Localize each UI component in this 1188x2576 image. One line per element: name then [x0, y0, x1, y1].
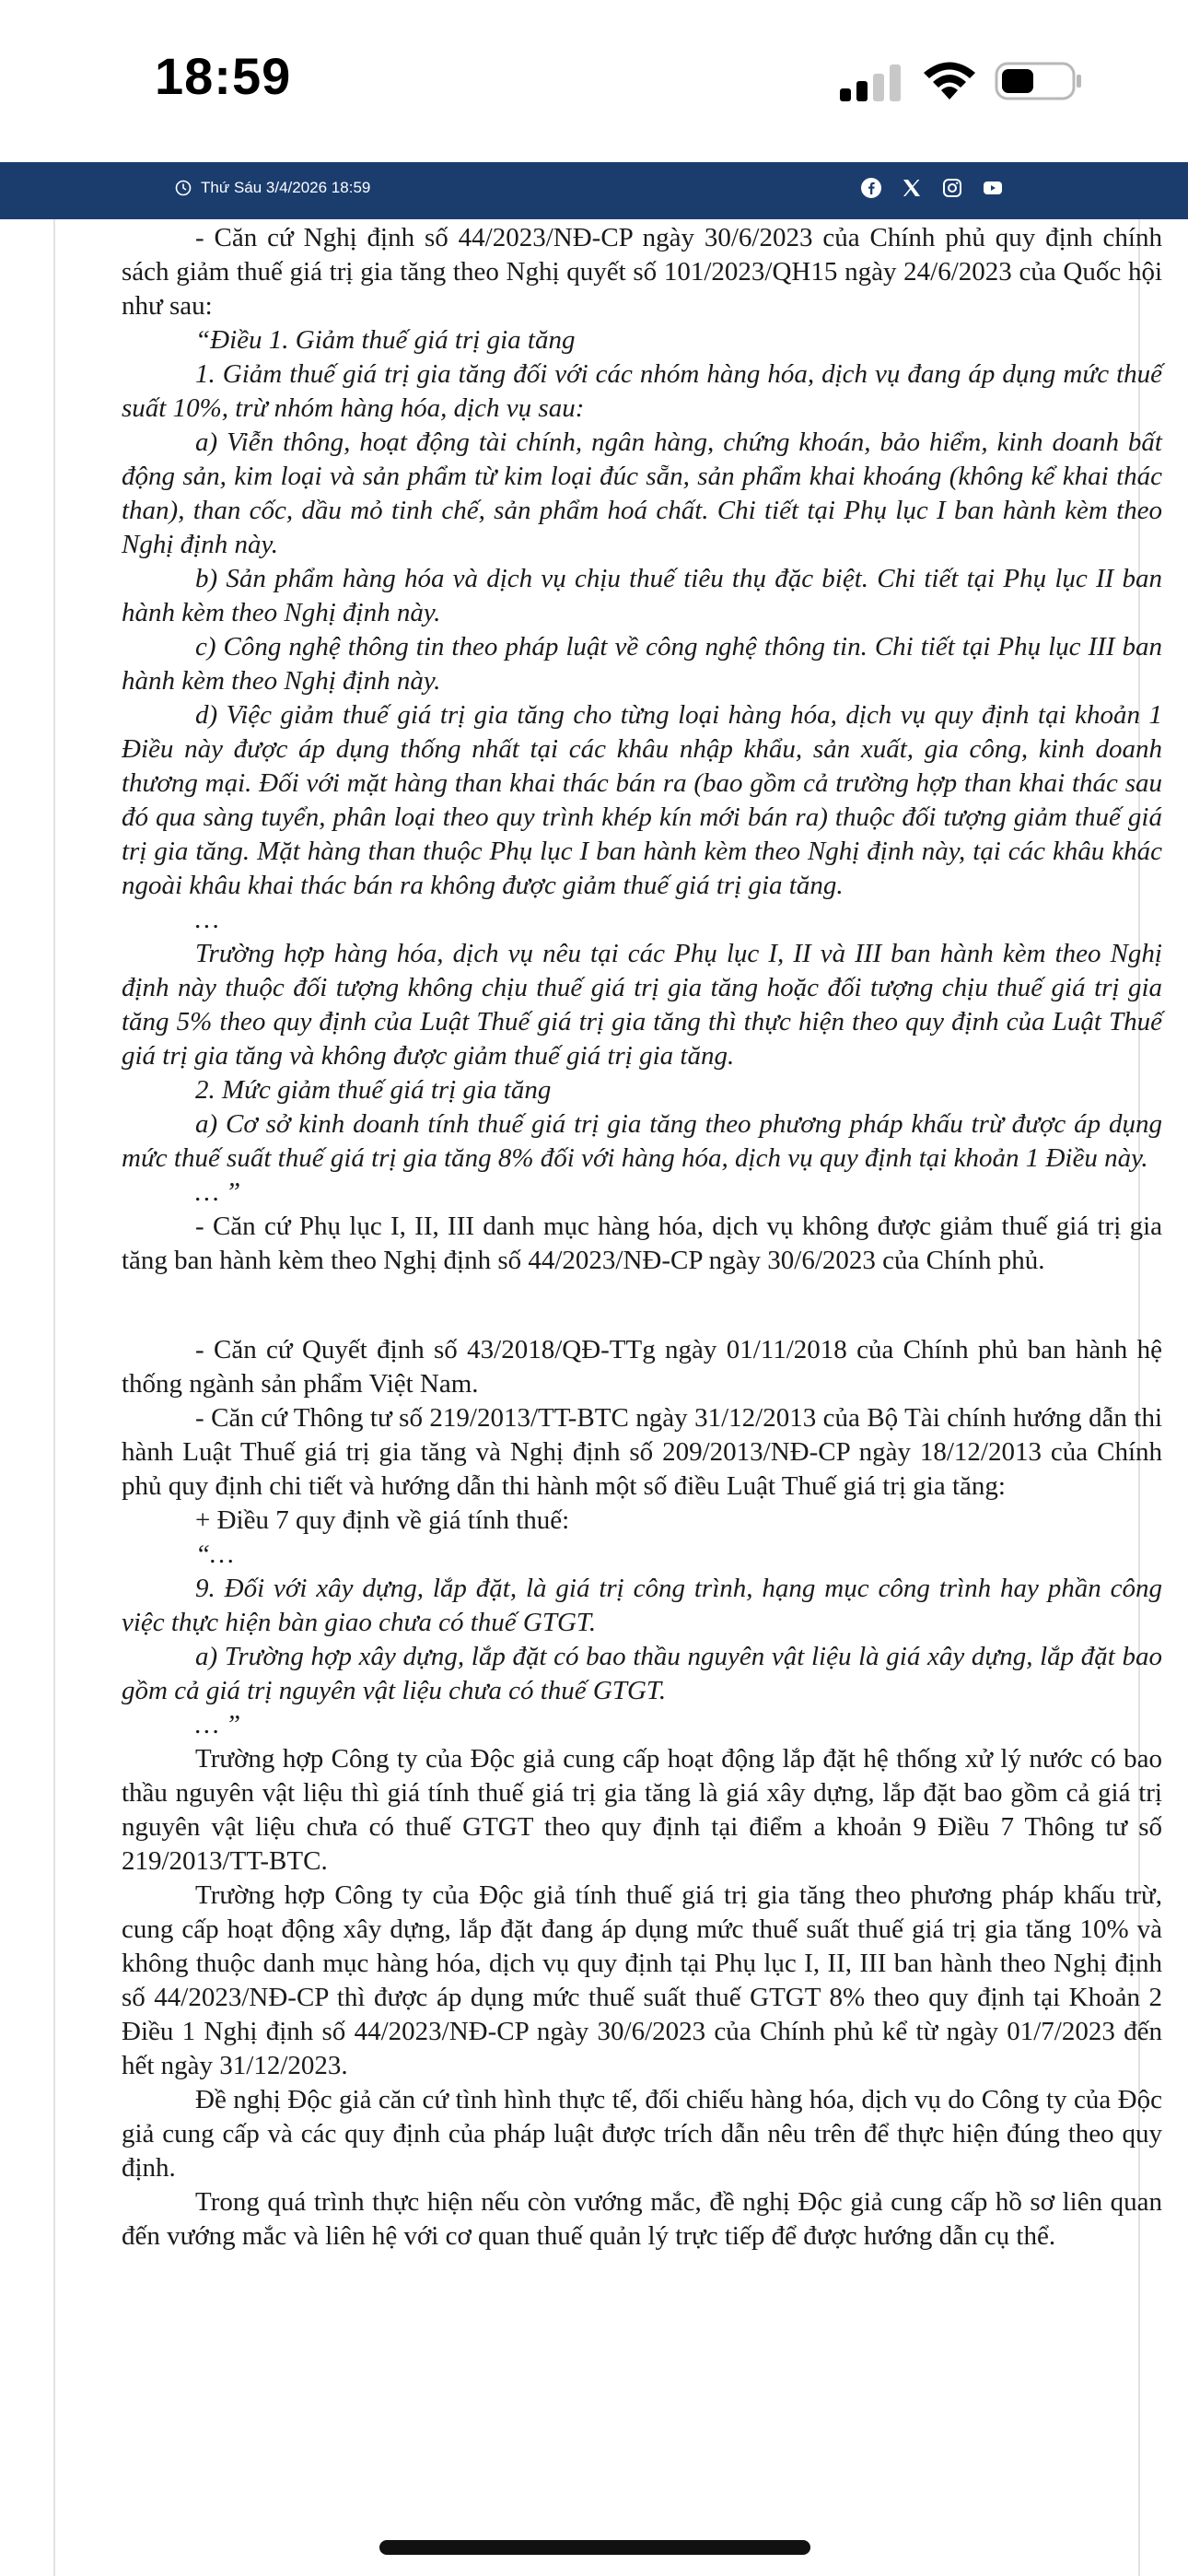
document-paragraph: … ” — [195, 1177, 241, 1207]
home-indicator[interactable] — [379, 2540, 810, 2555]
battery-icon — [995, 61, 1083, 101]
document-page — [53, 219, 1162, 2576]
x-icon[interactable] — [901, 177, 923, 199]
clock-icon — [175, 180, 192, 196]
document-paragraph: d) Việc giảm thuế giá trị gia tăng cho từng loại hàng hóa, dịch vụ quy định tại khoản 1 Điều này được áp dụng thống nhất tại các khâu nhập khẩu, sản xuất, gia công, kinh doanh thương mại. Đối với mặt hàng than khai thác bán ra (bao gồm cả trường hợp than khai thác sau đó qua sàng tuyển, phân loại theo quy trình khép kín mới bán ra) thuộc đối tượng giảm thuế giá trị gia tăng. Mặt hàng than thuộc Phụ lục I ban hành kèm theo Nghị định này, tại các khâu khác ngoài khâu khai thác bán ra không được giảm thuế giá trị gia tăng. — [122, 700, 1162, 900]
document-paragraph: a) Cơ sở kinh doanh tính thuế giá trị gia tăng theo phương pháp khấu trừ được áp dụng mức thuế suất thuế giá trị gia tăng 8% đối với hàng hóa, dịch vụ quy định tại khoản 1 Điều này. — [122, 1109, 1162, 1173]
document-paragraph: Trường hợp Công ty của Độc giả cung cấp hoạt động lắp đặt hệ thống xử lý nước có bao thầu nguyên vật liệu thì giá tính thuế giá trị gia tăng là giá xây dựng, lắp đặt bao gồm cả giá trị nguyên vật liệu chưa có thuế GTGT theo quy định tại điểm a khoản 9 Điều 7 Thông tư số 219/2013/TT-BTC. — [122, 1744, 1162, 1876]
document-paragraph: … ” — [195, 1710, 241, 1739]
document-paragraph: Trường hợp Công ty của Độc giả tính thuế giá trị gia tăng theo phương pháp khấu trừ, cung cấp hoạt động xây dựng, lắp đặt đang áp dụng mức thuế suất thuế giá trị gia tăng 10% và không thuộc danh mục hàng hóa, dịch vụ quy định tại Phụ lục I, II, III ban hành theo Nghị định số 44/2023/NĐ-CP thì được áp dụng mức thuế suất thuế GTGT 8% theo quy định tại Khoản 2 Điều 1 Nghị định số 44/2023/NĐ-CP ngày 30/6/2023 của Chính phủ kể từ ngày 01/7/2023 đến hết ngày 31/12/2023. — [122, 1880, 1162, 2080]
document-paragraph: a) Trường hợp xây dựng, lắp đặt có bao thầu nguyên vật liệu là giá xây dựng, lắp đặt bao gồm cả giá trị nguyên vật liệu chưa có thuế GTGT. — [122, 1642, 1162, 1705]
document-paragraph: - Căn cứ Nghị định số 44/2023/NĐ-CP ngày 30/6/2023 của Chính phủ quy định chính sách giảm thuế giá trị gia tăng theo Nghị quyết số 101/2023/QH15 ngày 24/6/2023 của Quốc hội như sau: — [122, 223, 1162, 321]
document-text — [122, 221, 1162, 2254]
status-bar — [0, 0, 1188, 162]
youtube-icon[interactable] — [982, 177, 1004, 199]
document-paragraph: + Điều 7 quy định về giá tính thuế: — [195, 1505, 570, 1535]
document-paragraph: “Điều 1. Giảm thuế giá trị gia tăng — [195, 325, 576, 355]
document-paragraph: “… — [195, 1540, 234, 1569]
document-paragraph: - Căn cứ Phụ lục I, II, III danh mục hàng hóa, dịch vụ không được giảm thuế giá trị gia tăng ban hành kèm theo Nghị định số 44/2023/NĐ-CP ngày 30/6/2023 của Chính phủ. — [122, 1212, 1162, 1275]
wifi-icon — [921, 57, 978, 101]
document-paragraph: - Căn cứ Quyết định số 43/2018/QĐ-TTg ngày 01/11/2018 của Chính phủ ban hành hệ thống ngành sản phẩm Việt Nam. — [122, 1335, 1162, 1399]
facebook-icon[interactable] — [860, 177, 882, 199]
document-paragraph: 1. Giảm thuế giá trị gia tăng đối với các nhóm hàng hóa, dịch vụ đang áp dụng mức thuế suất 10%, trừ nhóm hàng hóa, dịch vụ sau: — [122, 359, 1162, 423]
document-paragraph: Đề nghị Độc giả căn cứ tình hình thực tế, đối chiếu hàng hóa, dịch vụ do Công ty của Độc giả cung cấp và các quy định của pháp luật được trích dẫn nêu trên để thực hiện đúng theo quy định. — [122, 2085, 1162, 2183]
site-header — [0, 162, 1188, 219]
document-paragraph: … — [195, 905, 219, 934]
document-paragraph: 9. Đối với xây dựng, lắp đặt, là giá trị công trình, hạng mục công trình hay phần công việc thực hiện bàn giao chưa có thuế GTGT. — [122, 1574, 1162, 1637]
document-paragraph: 2. Mức giảm thuế giá trị gia tăng — [195, 1075, 552, 1105]
document-paragraph: a) Viễn thông, hoạt động tài chính, ngân hàng, chứng khoán, bảo hiểm, kinh doanh bất động sản, kim loại và sản phẩm từ kim loại đúc sẵn, sản phẩm khai khoáng (không kể khai thác than), than cốc, dầu mỏ tinh chế, sản phẩm hoá chất. Chi tiết tại Phụ lục I ban hành kèm theo Nghị định này. — [122, 427, 1162, 559]
cellular-signal-icon — [840, 64, 904, 101]
instagram-icon[interactable] — [941, 177, 963, 199]
document-paragraph: c) Công nghệ thông tin theo pháp luật về công nghệ thông tin. Chi tiết tại Phụ lục III ban hành kèm theo Nghị định này. — [122, 632, 1162, 696]
document-paragraph: Trường hợp hàng hóa, dịch vụ nêu tại các Phụ lục I, II và III ban hành kèm theo Nghị định này thuộc đối tượng không chịu thuế giá trị gia tăng hoặc đối tượng chịu thuế giá trị gia tăng 5% theo quy định của Luật Thuế giá trị gia tăng thì thực hiện theo quy định của Luật Thuế giá trị gia tăng và không được giảm thuế giá trị gia tăng. — [122, 939, 1162, 1071]
document-paragraph: - Căn cứ Thông tư số 219/2013/TT-BTC ngày 31/12/2013 của Bộ Tài chính hướng dẫn thi hành Luật Thuế giá trị gia tăng và Nghị định số 209/2013/NĐ-CP ngày 18/12/2013 của Chính phủ quy định chi tiết và hướng dẫn thi hành một số điều Luật Thuế giá trị gia tăng: — [122, 1403, 1162, 1501]
status-time: 18:59 — [155, 47, 292, 105]
header-date-text: Thứ Sáu 3/4/2026 18:59 — [201, 179, 371, 196]
paragraph-gap — [122, 1278, 1162, 1333]
document-paragraph: b) Sản phẩm hàng hóa và dịch vụ chịu thuế tiêu thụ đặc biệt. Chi tiết tại Phụ lục II ban hành kèm theo Nghị định này. — [122, 564, 1162, 627]
header-date — [175, 179, 370, 197]
document-paragraph: Trong quá trình thực hiện nếu còn vướng mắc, đề nghị Độc giả cung cấp hồ sơ liên quan đến vướng mắc và liên hệ với cơ quan thuế quản lý trực tiếp để được hướng dẫn cụ thể. — [122, 2187, 1162, 2251]
